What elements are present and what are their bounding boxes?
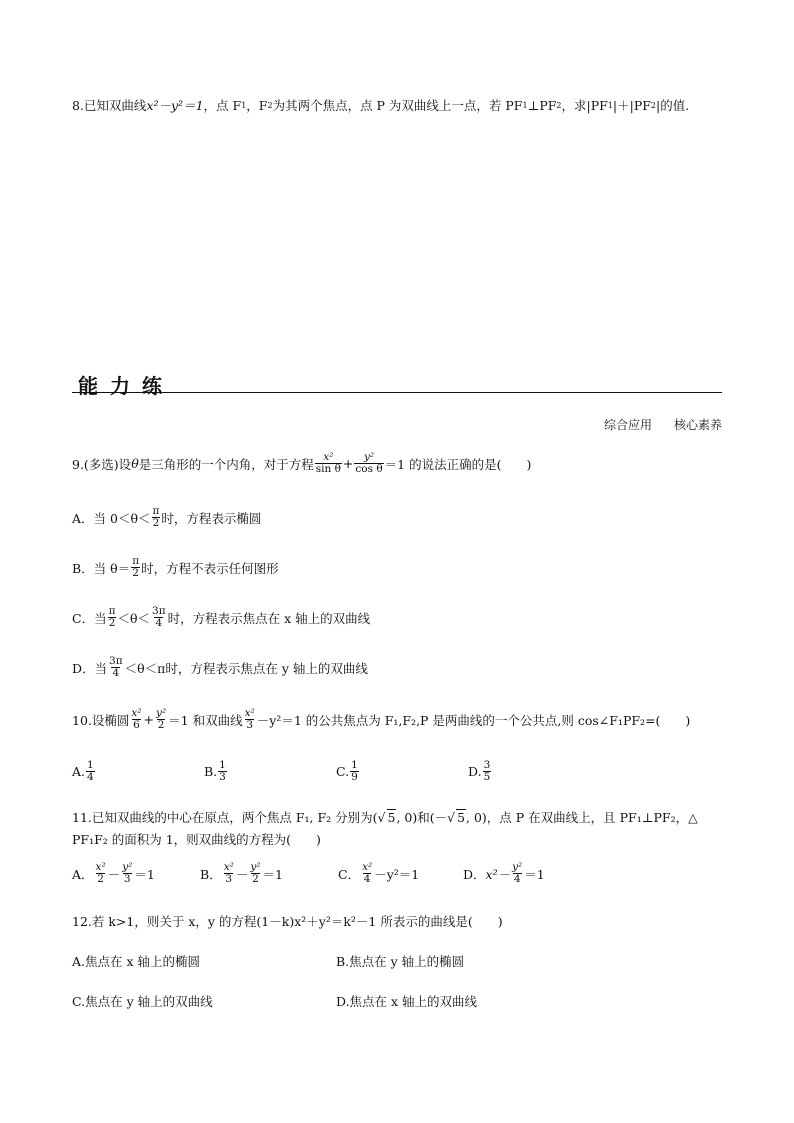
- text-segment: PF₁F₂ 的面积为 1，则双曲线的方程为( ): [72, 832, 321, 847]
- text-segment: y²: [512, 861, 523, 873]
- text-segment: 1: [219, 759, 226, 771]
- q9-theta: θ: [131, 456, 139, 472]
- text-segment: B.焦点在 y 轴上的椭圆: [336, 954, 465, 969]
- sqrt-symbol: √: [447, 809, 456, 825]
- text-segment: x²－: [485, 866, 511, 882]
- q9-text: ＝1 的说法正确的是( ): [384, 456, 532, 472]
- text-segment: x²: [244, 707, 255, 719]
- text-segment: 5: [387, 810, 396, 825]
- text-segment: 4: [155, 617, 163, 630]
- text-segment: B．: [200, 866, 222, 882]
- fraction: [130, 708, 142, 731]
- text-segment: ＜θ＜: [117, 610, 151, 626]
- text-segment: ＝1: [262, 866, 283, 882]
- text-segment: 11.已知双曲线的中心在原点，两个焦点 F₁, F₂ 分别为(: [72, 810, 378, 825]
- fraction: [108, 606, 117, 629]
- text-segment: 3: [123, 873, 131, 886]
- text-segment: x²: [95, 861, 106, 873]
- fraction: [95, 862, 107, 885]
- text-segment: , 0)，点 P 在双曲线上，且 PF₁⊥PF₂，△: [466, 810, 698, 825]
- fraction: [511, 862, 523, 885]
- section-title: 能力练: [78, 374, 174, 398]
- q12-option-a: [72, 952, 200, 970]
- text-segment: sin θ: [315, 463, 341, 476]
- question-11-line1: [72, 808, 698, 826]
- section-divider: [72, 392, 722, 393]
- text-segment: 2: [157, 719, 165, 732]
- text-segment: 2: [152, 517, 160, 530]
- fraction: [315, 452, 342, 475]
- tag-literacy: 核心素养: [673, 418, 722, 432]
- text-segment: 时，方程不表示任何图形: [141, 560, 279, 576]
- text-segment: 3π: [152, 605, 166, 617]
- q8-text: |＋|PF: [612, 98, 651, 113]
- fraction: [151, 606, 167, 629]
- text-segment: 3: [225, 873, 233, 886]
- text-segment: ＜θ＜π时，方程表示焦点在 y 轴上的双曲线: [124, 660, 368, 676]
- text-segment: －: [107, 866, 121, 882]
- text-segment: C．当: [72, 610, 107, 626]
- q11-option-a: [72, 862, 155, 885]
- fraction: [86, 760, 95, 783]
- text-segment: 3: [483, 759, 491, 771]
- q12-option-c: [72, 992, 213, 1010]
- fraction: [483, 760, 492, 783]
- q8-text: ⊥PF: [527, 97, 557, 113]
- text-segment: 4: [87, 771, 94, 784]
- text-segment: y²: [250, 861, 261, 873]
- q8-text: ，点 F: [203, 98, 242, 113]
- text-segment: 1: [351, 759, 358, 771]
- q9-option-c: [72, 606, 370, 629]
- text-segment: 3: [246, 719, 254, 732]
- text-segment: , 0)和(－: [396, 810, 448, 825]
- text-segment: C．: [338, 866, 361, 882]
- q9-text: +: [342, 456, 354, 472]
- q9-option-a: [72, 506, 261, 529]
- text-segment: x²: [223, 861, 234, 873]
- text-segment: C.: [336, 764, 350, 780]
- text-segment: 1: [87, 759, 94, 771]
- tag-application: 综合应用: [603, 418, 652, 432]
- text-segment: B．当 θ＝: [72, 560, 131, 576]
- text-segment: y²: [363, 451, 375, 463]
- question-9-stem: [72, 452, 531, 475]
- fraction: [155, 708, 167, 731]
- q8-text: |的值.: [656, 98, 690, 113]
- text-segment: 5: [457, 810, 466, 825]
- text-segment: 3π: [109, 655, 123, 667]
- text-segment: π: [108, 605, 116, 617]
- question-12-stem: [72, 912, 503, 930]
- text-segment: 4: [112, 667, 120, 680]
- q8-text: ，F: [246, 98, 268, 113]
- q12-option-b: [336, 952, 464, 970]
- text-segment: －y²＝1: [374, 866, 420, 882]
- text-segment: 5: [483, 771, 491, 784]
- question-10-stem: [72, 708, 690, 731]
- text-segment: －: [235, 866, 249, 882]
- q8-text: ，求|PF: [561, 98, 608, 113]
- q8-text: 为其两个焦点，点 P 为双曲线上一点，若 PF: [272, 98, 523, 113]
- q10-option-a: [72, 760, 96, 783]
- text-segment: ＝1 和双曲线: [168, 712, 243, 728]
- fraction: [244, 708, 256, 731]
- text-segment: 2: [108, 617, 116, 630]
- text-segment: 3: [219, 771, 226, 784]
- fraction: [361, 862, 373, 885]
- text-segment: 2: [132, 567, 139, 580]
- text-segment: y²: [156, 707, 167, 719]
- text-segment: π: [152, 505, 160, 517]
- text-segment: 6: [133, 719, 140, 732]
- text-segment: x²: [362, 861, 373, 873]
- text-segment: －y²＝1 的公共焦点为 F₁,F₂,P 是两曲线的一个公共点,则 cos∠F₁PF₂=( ): [256, 712, 691, 728]
- text-segment: x²: [131, 707, 142, 719]
- text-segment: 2: [97, 873, 104, 886]
- text-segment: 时，方程表示焦点在 x 轴上的双曲线: [167, 610, 371, 626]
- text-segment: +: [143, 712, 155, 728]
- text-segment: D．: [463, 866, 486, 882]
- q10-option-d: [468, 760, 492, 783]
- text-segment: x²: [323, 451, 334, 463]
- q12-option-d: [336, 992, 477, 1010]
- fraction: [108, 656, 124, 679]
- text-segment: ＝1: [524, 866, 545, 882]
- fraction: [249, 862, 261, 885]
- q9-text: 是三角形的一个内角，对于方程: [138, 456, 314, 472]
- q9-option-d: [72, 656, 368, 679]
- text-segment: y²: [122, 861, 133, 873]
- question-11-line2: [72, 830, 321, 848]
- text-segment: 时，方程表示椭圆: [161, 510, 262, 526]
- text-segment: 2: [252, 873, 259, 886]
- fraction: [354, 452, 383, 475]
- q9-option-b: [72, 556, 279, 579]
- text-segment: 9: [351, 771, 358, 784]
- sqrt-symbol: √: [377, 809, 386, 825]
- text-segment: C.焦点在 y 轴上的双曲线: [72, 994, 213, 1009]
- text-segment: ＝1: [134, 866, 155, 882]
- text-segment: 4: [363, 873, 371, 886]
- q11-option-d: [463, 862, 545, 885]
- text-segment: cos θ: [355, 463, 383, 476]
- text-segment: π: [132, 555, 140, 567]
- fraction: [223, 862, 235, 885]
- text-segment: A.焦点在 x 轴上的椭圆: [72, 954, 200, 969]
- fraction: [151, 506, 160, 529]
- text-segment: 12.若 k>1，则关于 x，y 的方程(1－k)x²＋y²＝k²－1 所表示的曲线是( ): [72, 914, 503, 929]
- text-segment: A．: [72, 866, 94, 882]
- q11-option-b: [200, 862, 283, 885]
- fraction: [218, 760, 227, 783]
- q11-option-c: [338, 862, 419, 885]
- question-8: 8.已知双曲线 x²－y²＝1 ，点 F 1 ，F 2 为其两个焦点，点 P 为双曲线上一点，若 PF 1 ⊥PF 2 ，求|PF 1 |＋|PF 2 |的值.: [72, 97, 690, 113]
- text-segment: 4: [513, 873, 521, 886]
- text-segment: D.: [468, 764, 482, 780]
- fraction: [131, 556, 140, 579]
- q8-text: 8.已知双曲线: [72, 98, 147, 113]
- q9-text: 9.(多选)设: [72, 456, 132, 472]
- q10-option-b: [204, 760, 228, 783]
- q8-equation: x²－y²＝1: [146, 98, 204, 113]
- text-segment: 10.设椭圆: [72, 712, 130, 728]
- text-segment: A.: [72, 764, 86, 780]
- text-segment: D.焦点在 x 轴上的双曲线: [336, 994, 478, 1009]
- section-tags: [604, 416, 722, 433]
- text-segment: A．当 0＜θ＜: [72, 510, 151, 526]
- fraction: [350, 760, 359, 783]
- text-segment: B.: [204, 764, 218, 780]
- text-segment: D．当: [72, 660, 108, 676]
- q10-option-c: [336, 760, 360, 783]
- fraction: [121, 862, 133, 885]
